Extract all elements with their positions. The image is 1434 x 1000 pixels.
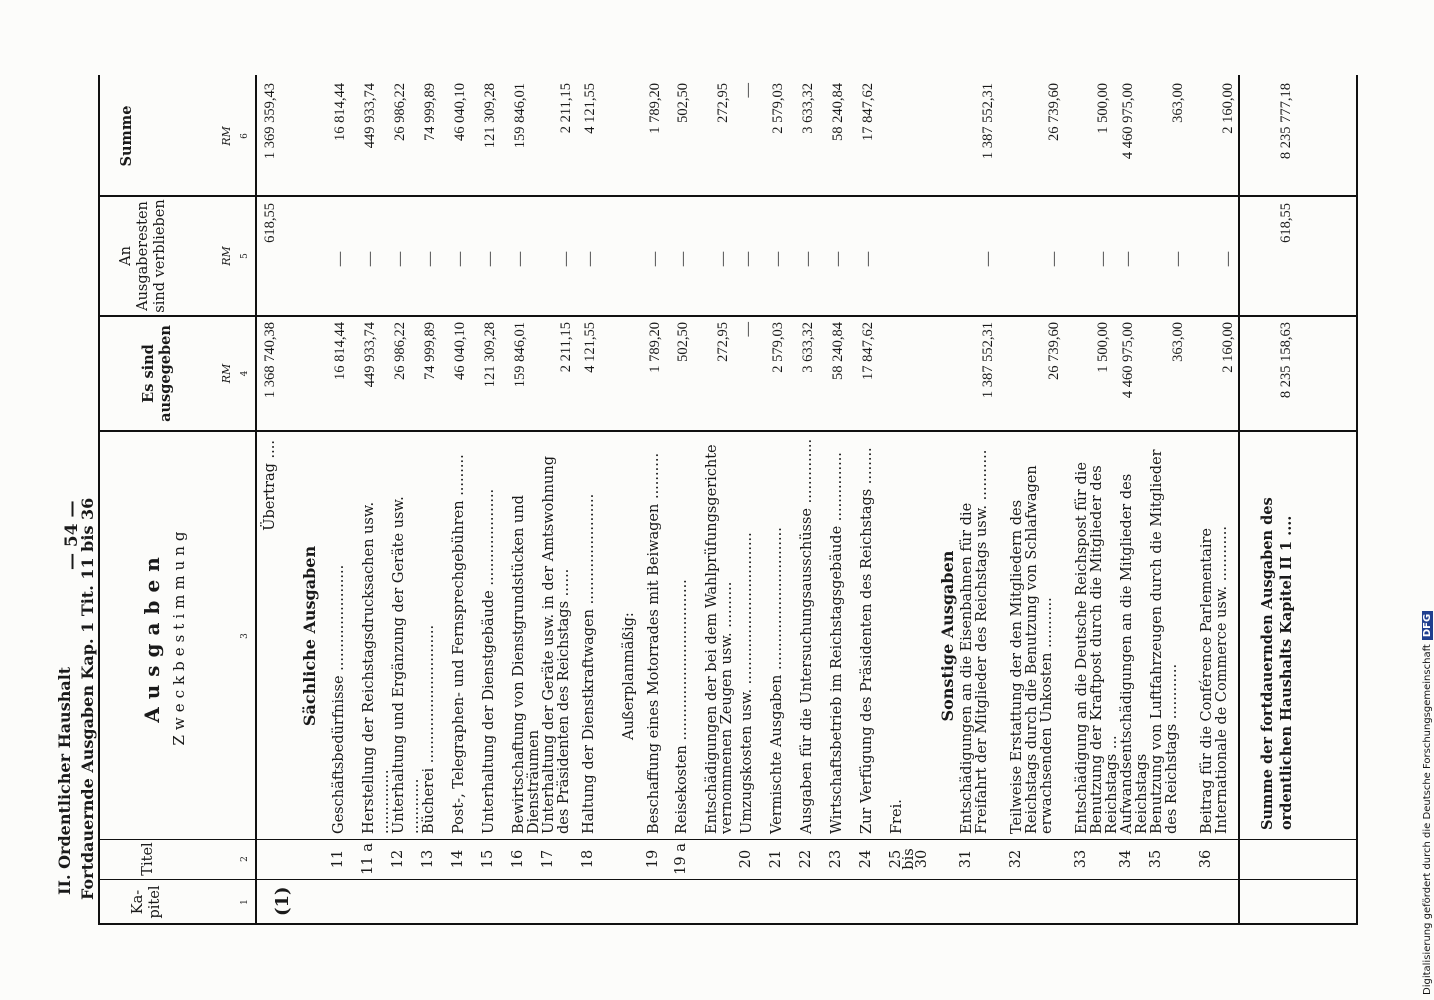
uebertrag-reste: 618,55	[262, 203, 278, 243]
total-reste: 618,55	[1278, 203, 1294, 243]
row-summe: 502,50	[675, 83, 691, 123]
page-number: — 54 —	[62, 500, 82, 570]
row-zweckbestimmung: Umzugskosten usw. .................................	[739, 532, 755, 834]
row-zweckbestimmung: Geschäftsbedürfnisse .......................	[331, 564, 347, 834]
row-reste: —	[1220, 251, 1236, 267]
row-ausgegeben: 46 040,10	[452, 322, 468, 380]
row-reste: —	[332, 251, 348, 267]
row-titel: 34	[1118, 849, 1134, 869]
col-index-2: 2	[240, 856, 250, 862]
row-summe: 74 999,89	[422, 83, 438, 141]
row-summe: 121 309,28	[482, 83, 498, 149]
row-summe: 2 579,03	[770, 83, 786, 134]
row-zweckbestimmung: Entschädigungen an die Eisenbahnen für die Freifahrt der Mitglieder des Reichstags usw. ...........	[959, 449, 990, 834]
col-header-ausgegeben: Es sind ausgegeben	[140, 325, 174, 422]
unit-reste: RM	[220, 246, 233, 266]
row-titel: 13	[420, 849, 436, 869]
row-summe: 1 789,20	[647, 83, 663, 134]
total-ausgegeben: 8 235 158,63	[1278, 322, 1294, 399]
table-left-rule	[98, 923, 1358, 925]
uebertrag-ausgegeben: 1 368 740,38	[262, 322, 278, 399]
row-titel: 14	[450, 849, 466, 869]
row-ausgegeben: 3 633,32	[800, 322, 816, 373]
row-ausgegeben: 1 500,00	[1095, 322, 1111, 373]
row-titel: 19 a	[673, 843, 689, 875]
row-reste: —	[392, 251, 408, 267]
header-line-2: Fortdauernde Ausgaben Kap. 1 Tit. 11 bis 36	[78, 497, 97, 900]
row-summe: 4 121,55	[582, 83, 598, 134]
row-reste: —	[830, 251, 846, 267]
row-zweckbestimmung: Entschädigungen der bei dem Wahlprüfungsgerichte vernommenen Zeugen usw. ..........	[704, 444, 735, 834]
row-summe: 4 460 975,00	[1120, 83, 1136, 160]
row-reste: —	[558, 251, 574, 267]
row-titel: 11 a	[360, 843, 376, 875]
dfg-credit	[1422, 611, 1433, 995]
row-ausgegeben: 502,50	[675, 322, 691, 362]
row-reste: —	[452, 251, 468, 267]
row-summe: 2 211,15	[558, 83, 574, 134]
uebertrag-label: Übertrag ....	[262, 440, 278, 531]
row-zweckbestimmung: Post-, Telegraphen- und Fernsprechgebühren .........	[451, 454, 467, 834]
row-titel: 35	[1148, 849, 1164, 869]
row-summe: 159 846,01	[512, 83, 528, 149]
col-header-ausgaben: Ausgaben	[140, 549, 164, 723]
row-titel: 12	[390, 849, 406, 869]
col-index-3: 3	[240, 633, 250, 639]
row-ausgegeben: 1 387 552,31	[980, 322, 996, 399]
row-ausgegeben: 2 211,15	[558, 322, 574, 373]
unit-ausgegeben: RM	[220, 363, 233, 384]
row-reste: —	[1046, 251, 1062, 267]
row-zweckbestimmung: Reisekosten ...................................	[674, 579, 690, 834]
row-reste: —	[675, 251, 691, 267]
row-ausgegeben: 74 999,89	[422, 322, 438, 380]
row-titel: 22	[798, 849, 814, 869]
row-zweckbestimmung: Benutzung von Luftfahrzeugen durch die Mitglieder des Reichstags ............	[1149, 449, 1180, 834]
col-header-summe: Summe	[118, 105, 135, 167]
row-summe: 449 933,74	[362, 83, 378, 149]
row-summe: 2 160,00	[1220, 83, 1236, 134]
row-titel: 20	[738, 849, 754, 869]
row-ausgegeben: 272,95	[715, 322, 731, 362]
row-reste: —	[860, 251, 876, 267]
row-summe: 58 240,84	[830, 83, 846, 141]
row-ausgegeben: 4 460 975,00	[1120, 322, 1136, 399]
kapitel-mark: (1)	[272, 886, 293, 916]
row-titel: 18	[580, 849, 596, 869]
row-ausgegeben: 2 579,03	[770, 322, 786, 373]
section-sonstige: Sonstige Ausgaben	[938, 550, 957, 722]
row-titel: 16	[510, 849, 526, 869]
row-titel: 36	[1198, 849, 1214, 869]
col-index-4: 4	[240, 370, 250, 377]
row-reste: —	[715, 251, 731, 267]
row-ausgegeben: 26 986,22	[392, 322, 408, 380]
row-summe: —	[740, 83, 756, 98]
row-zweckbestimmung: Entschädigung an die Deutsche Reichspost für die Benutzung der Kraftpost durch die Mitglieder des Reichstags ...	[1074, 462, 1120, 834]
row-reste: —	[740, 251, 756, 267]
section-saechlich: Sächliche Ausgaben	[300, 545, 319, 727]
row-zweckbestimmung: Unterhaltung der Geräte usw. in der Amtswohnung des Präsidenten des Reichstags ......	[541, 455, 572, 834]
row-reste: —	[1170, 251, 1186, 267]
row-zweckbestimmung: Unterhaltung der Dienstgebäude .....................	[481, 488, 497, 834]
row-titel: 15	[480, 849, 496, 869]
row-zweckbestimmung: Teilweise Erstattung der den Mitgliedern des Reichstags durch die Benutzung von Schlafwagen erwachsenden Unkosten ...........	[1009, 465, 1055, 834]
row-titel: 21	[768, 849, 784, 869]
row-ausgegeben: 121 309,28	[482, 322, 498, 388]
row-zweckbestimmung: Beschaffung eines Motorrades mit Beiwagen ..........	[646, 452, 662, 834]
row-titel: 24	[858, 849, 874, 869]
row-zweckbestimmung: Vermischte Ausgaben ...............................	[769, 527, 785, 834]
row-reste: —	[770, 251, 786, 267]
total-summe: 8 235 777,18	[1278, 83, 1294, 160]
col-index-5: 5	[240, 253, 250, 259]
row-reste: —	[582, 251, 598, 267]
col-header-kapitel: Ka- pitel	[130, 885, 163, 919]
row-reste: —	[422, 251, 438, 267]
row-ausgegeben: 26 739,60	[1046, 322, 1062, 380]
row-reste: —	[1120, 251, 1136, 267]
dfg-credit-text: Digitalisierung gefördert durch die Deutsche Forschungsgemeinschaft	[1422, 644, 1433, 995]
row-zweckbestimmung: Frei.	[889, 799, 905, 834]
row-titel: 25 bis 30	[888, 848, 930, 870]
col-header-titel: Titel	[140, 842, 156, 876]
row-ausgegeben: 1 789,20	[647, 322, 663, 373]
row-summe: 26 986,22	[392, 83, 408, 141]
divider-ausgegeben	[98, 315, 1358, 317]
row-zweckbestimmung: Beitrag für die Conférence Parlementaire Internationale de Commerce usw. ............	[1199, 525, 1230, 834]
row-reste: —	[512, 251, 528, 267]
row-titel: 23	[828, 849, 844, 869]
col-header-reste: An Ausgaberesten sind verblieben	[118, 199, 168, 313]
row-zweckbestimmung: Herstellung der Reichstagsdrucksachen usw. ..............	[361, 501, 392, 834]
row-zweckbestimmung: Ausgaben für die Untersuchungsausschüsse ..............	[799, 438, 815, 834]
row-zweckbestimmung: Wirtschaftsbetrieb im Reichstagsgebäude ...............	[829, 452, 845, 834]
uebertrag-summe: 1 369 359,43	[262, 83, 278, 160]
row-summe: 272,95	[715, 83, 731, 123]
unit-summe: RM	[220, 126, 233, 146]
divider-titel	[98, 839, 1358, 840]
row-titel: 17	[540, 849, 556, 869]
row-titel: 32	[1008, 849, 1024, 869]
row-ausgegeben: 58 240,84	[830, 322, 846, 380]
row-ausgegeben: 17 847,62	[860, 322, 876, 380]
row-ausgegeben: 4 121,55	[582, 322, 598, 373]
col-header-zweck: Zweckbestimmung	[170, 526, 188, 746]
row-zweckbestimmung: Aufwandsentschädigungen an die Mitglieder des Reichstags	[1119, 473, 1150, 834]
row-zweckbestimmung: Zur Verfügung des Präsidenten des Reichstags ........	[859, 447, 875, 834]
col-index-1: 1	[240, 899, 250, 905]
row-reste: —	[647, 251, 663, 267]
row-reste: —	[362, 251, 378, 267]
row-zweckbestimmung: Außerplanmäßig:	[621, 612, 637, 740]
row-zweckbestimmung: Unterhaltung und Ergänzung der Geräte usw. ............	[391, 496, 422, 834]
row-titel: 19	[645, 849, 661, 869]
row-zweckbestimmung: Haltung der Dienstkraftwagen ........................	[581, 493, 597, 834]
total-label: Summe der fortdauernden Ausgaben des ordentlichen Haushalts Kapitel II 1 ....	[1259, 497, 1295, 830]
row-titel: 31	[958, 849, 974, 869]
row-summe: 17 847,62	[860, 83, 876, 141]
header-line-1: II. Ordentlicher Haushalt	[55, 666, 74, 895]
row-summe: 363,00	[1170, 83, 1186, 123]
row-zweckbestimmung: Bücherei ..............................	[421, 624, 437, 834]
divider-zweck	[98, 430, 1358, 432]
header-bottom-rule	[255, 75, 257, 925]
row-zweckbestimmung: Bewirtschaftung von Dienstgrundstücken und Diensträumen	[511, 495, 542, 834]
dfg-logo: DFG	[1422, 611, 1433, 640]
row-ausgegeben: 16 814,44	[332, 322, 348, 380]
row-titel: 33	[1073, 849, 1089, 869]
row-summe: 26 739,60	[1046, 83, 1062, 141]
row-summe: 3 633,32	[800, 83, 816, 134]
row-ausgegeben: 2 160,00	[1220, 322, 1236, 373]
table-bottom-rule	[1356, 75, 1358, 925]
row-reste: —	[800, 251, 816, 267]
divider-kapitel	[98, 879, 1358, 880]
row-summe: 1 387 552,31	[980, 83, 996, 160]
row-ausgegeben: 159 846,01	[512, 322, 528, 388]
row-ausgegeben: —	[740, 322, 756, 337]
total-top-rule	[1238, 75, 1240, 925]
row-ausgegeben: 449 933,74	[362, 322, 378, 388]
row-reste: —	[1095, 251, 1111, 267]
row-ausgegeben: 363,00	[1170, 322, 1186, 362]
divider-reste	[98, 195, 1358, 197]
row-summe: 46 040,10	[452, 83, 468, 141]
row-titel: 11	[330, 849, 346, 869]
row-summe: 1 500,00	[1095, 83, 1111, 134]
col-index-6: 6	[240, 133, 250, 139]
row-reste: —	[482, 251, 498, 267]
row-reste: —	[980, 251, 996, 267]
row-summe: 16 814,44	[332, 83, 348, 141]
